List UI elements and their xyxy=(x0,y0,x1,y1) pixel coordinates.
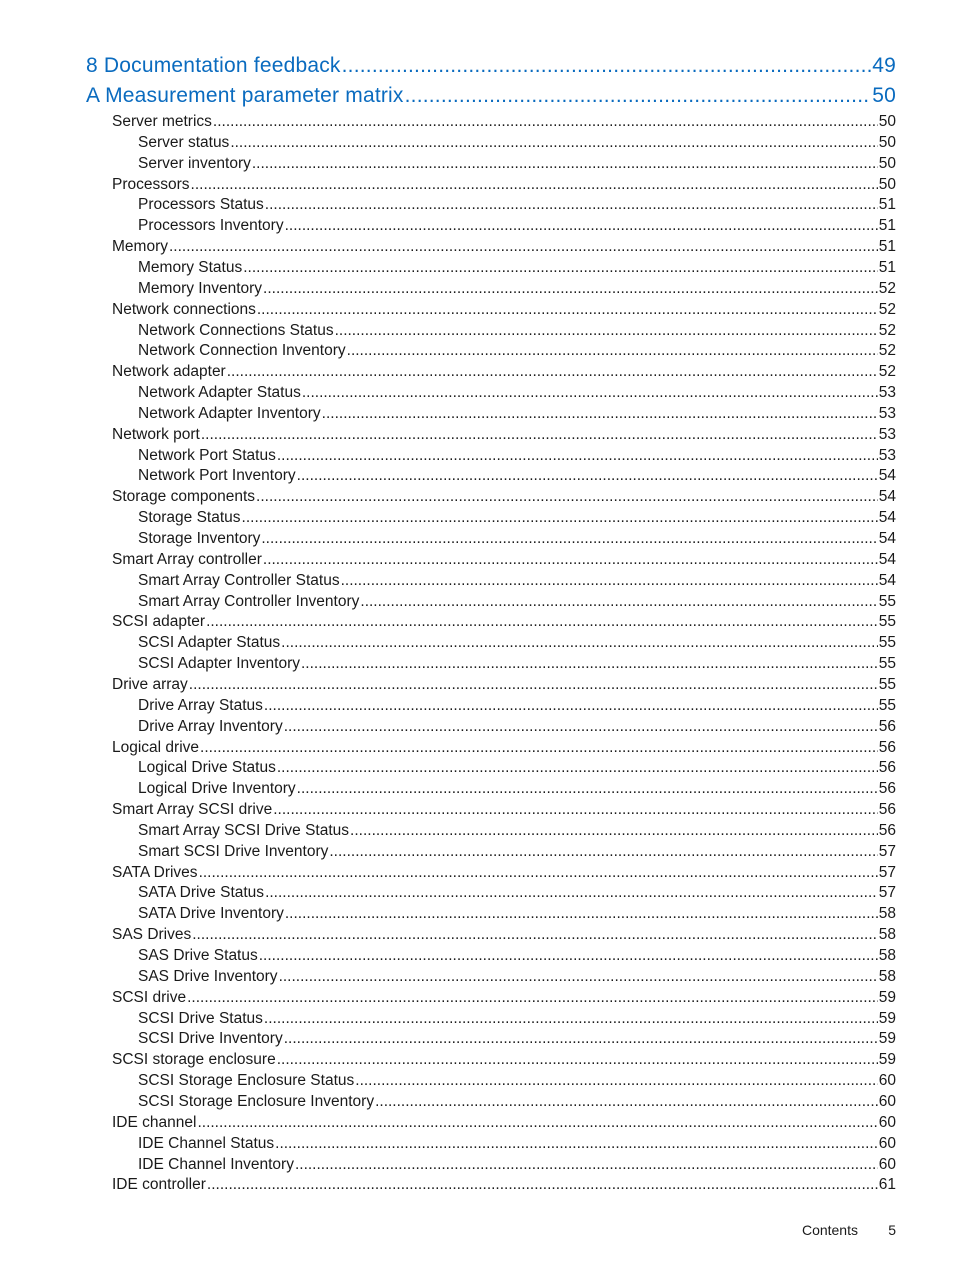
dot-leader xyxy=(285,905,878,923)
toc-entry-label: Network Connections Status xyxy=(138,321,334,339)
toc-section-entry[interactable] xyxy=(112,864,896,882)
toc-entry-label: IDE Channel Status xyxy=(138,1134,275,1152)
toc-subsection-entry[interactable] xyxy=(138,1072,896,1090)
toc-page-number: 52 xyxy=(878,363,896,381)
toc-page-number: 61 xyxy=(878,1176,896,1194)
toc-subsection-entry[interactable] xyxy=(138,467,896,485)
toc-subsection-entry[interactable] xyxy=(138,447,896,465)
toc-entry-label: Storage Inventory xyxy=(138,530,261,547)
toc-entry-label: Smart Array controller xyxy=(112,550,262,568)
toc-page-number: 58 xyxy=(878,926,896,944)
dot-leader xyxy=(189,676,878,694)
toc-page-number: 53 xyxy=(878,384,896,402)
toc-page-number: 52 xyxy=(878,300,896,318)
toc-section-entry[interactable] xyxy=(112,613,896,631)
dot-leader xyxy=(201,426,878,444)
toc-entry-label: SCSI adapter xyxy=(112,613,206,631)
toc-entry-label: Smart Array SCSI Drive Status xyxy=(138,821,350,839)
dot-leader xyxy=(230,134,877,152)
toc-entry-label: SATA Drive Inventory xyxy=(138,905,284,923)
toc-page-number: 53 xyxy=(878,425,896,443)
toc-entry-label: Server metrics xyxy=(112,113,212,130)
toc-entry-label: Server status xyxy=(138,133,230,151)
toc-section-entry[interactable] xyxy=(112,238,896,256)
toc-section-entry[interactable] xyxy=(112,363,896,381)
toc-subsection-entry[interactable] xyxy=(138,280,896,298)
dot-leader xyxy=(335,322,878,340)
toc-entry-label: Logical Drive Status xyxy=(138,759,276,777)
dot-leader xyxy=(265,196,878,214)
toc-entry-label: SAS Drive Inventory xyxy=(138,967,278,985)
dot-leader xyxy=(257,301,878,319)
toc-page-number: 55 xyxy=(878,696,896,714)
dot-leader xyxy=(264,697,878,715)
toc-subsection-entry[interactable] xyxy=(138,217,896,235)
toc-subsection-entry[interactable] xyxy=(138,905,896,923)
toc-page-number: 50 xyxy=(878,154,896,172)
toc-subsection-entry[interactable] xyxy=(138,155,896,173)
dot-leader xyxy=(263,280,878,298)
toc-entry-label: SCSI Storage Enclosure Status xyxy=(138,1072,355,1090)
toc-entry-label: Network adapter xyxy=(112,363,226,381)
toc-page-number: 57 xyxy=(878,884,896,902)
toc-section-entry[interactable] xyxy=(112,676,896,694)
toc-page-number: 60 xyxy=(878,1134,896,1152)
toc-page-number: 60 xyxy=(878,1072,896,1090)
dot-leader xyxy=(199,864,878,882)
dot-leader xyxy=(284,718,878,736)
toc-entry-label: Network Adapter Status xyxy=(138,384,301,402)
toc-entry-label: Memory Status xyxy=(138,258,243,276)
dot-leader xyxy=(264,1010,878,1028)
toc-subsection-entry[interactable] xyxy=(138,1156,896,1174)
dot-leader xyxy=(342,54,872,78)
toc-subsection-entry[interactable] xyxy=(138,196,896,214)
toc-page-number: 52 xyxy=(878,342,896,360)
toc-page-number: 56 xyxy=(878,738,896,756)
toc-page-number: 50 xyxy=(878,175,896,193)
dot-leader xyxy=(277,447,878,465)
toc-page-number: 57 xyxy=(878,842,896,860)
toc-section-entry[interactable] xyxy=(112,1114,896,1132)
toc-entry-label: SCSI Storage Enclosure Inventory xyxy=(138,1092,375,1110)
toc-section-entry[interactable] xyxy=(112,113,896,131)
toc-entry-label: SCSI drive xyxy=(112,988,187,1006)
dot-leader xyxy=(284,1030,878,1048)
toc-entry-label: IDE Channel Inventory xyxy=(138,1155,294,1173)
footer-page-number: 5 xyxy=(888,1222,896,1238)
toc-entry-label: Smart SCSI Drive Inventory xyxy=(138,842,329,860)
footer-label: Contents xyxy=(801,1222,858,1238)
toc-subsection-entry[interactable] xyxy=(138,593,896,611)
toc-subsection-entry[interactable] xyxy=(138,759,896,777)
toc-subsection-entry[interactable] xyxy=(138,718,896,736)
toc-entry-label: SATA Drives xyxy=(112,863,198,881)
toc-subsection-entry[interactable] xyxy=(138,634,896,652)
toc-section-entry[interactable] xyxy=(112,551,896,569)
toc-page-number: 49 xyxy=(872,54,896,77)
toc-subsection-entry[interactable] xyxy=(138,342,896,360)
toc-entry-label: Drive Array Status xyxy=(138,696,263,714)
toc-chapter-documentation-feedback[interactable] xyxy=(86,54,896,78)
toc-entry-label: SCSI Drive Inventory xyxy=(138,1030,283,1048)
dot-leader xyxy=(297,780,878,798)
toc-subsection-entry[interactable] xyxy=(138,968,896,986)
toc-section-entry[interactable] xyxy=(112,926,896,944)
toc-page-number: 55 xyxy=(878,592,896,610)
toc-page-number: 54 xyxy=(878,488,896,506)
toc-subsection-entry[interactable] xyxy=(138,947,896,965)
dot-leader xyxy=(252,155,878,173)
toc-subsection-entry[interactable] xyxy=(138,1010,896,1028)
toc-entry-label: Smart Array Controller Status xyxy=(138,571,340,589)
toc-entry-label: SAS Drive Status xyxy=(138,947,258,964)
toc-entry-label: Network port xyxy=(112,425,200,443)
toc-entry-label: Logical drive xyxy=(112,738,200,756)
dot-leader xyxy=(243,259,878,277)
toc-subsection-entry[interactable] xyxy=(138,780,896,798)
toc-entry-label: SCSI Drive Status xyxy=(138,1009,263,1027)
dot-leader xyxy=(206,613,878,631)
dot-leader xyxy=(213,113,878,131)
toc-page-number: 51 xyxy=(878,238,896,256)
dot-leader xyxy=(265,884,878,902)
toc-page-number: 59 xyxy=(878,988,896,1006)
toc-page-number: 60 xyxy=(878,1113,896,1131)
dot-leader xyxy=(347,342,878,360)
toc-entry-label: IDE controller xyxy=(112,1176,206,1194)
toc-entry-label: Memory xyxy=(112,238,168,256)
toc-entry-label: IDE channel xyxy=(112,1113,197,1131)
dot-leader xyxy=(355,1072,877,1090)
dot-leader xyxy=(277,759,878,777)
toc-section-entry[interactable] xyxy=(112,176,896,194)
toc-entry-label: SCSI Adapter Status xyxy=(138,634,281,652)
toc-page-number: 54 xyxy=(878,509,896,527)
dot-leader xyxy=(169,238,878,256)
dot-leader xyxy=(187,989,878,1007)
toc-section-entry[interactable] xyxy=(112,488,896,506)
toc-subsection-entry[interactable] xyxy=(138,509,896,527)
toc-subsection-entry[interactable] xyxy=(138,1135,896,1153)
toc-page-number: 58 xyxy=(878,905,896,923)
toc-subsection-entry[interactable] xyxy=(138,1093,896,1111)
dot-leader xyxy=(259,947,878,965)
toc-entry-label: Processors Status xyxy=(138,196,264,214)
dot-leader xyxy=(263,551,878,569)
toc-entry-label: Drive Array Inventory xyxy=(138,717,283,735)
toc-subsection-entry[interactable] xyxy=(138,405,896,423)
toc-page-number: 60 xyxy=(878,1155,896,1173)
toc-page-number: 54 xyxy=(878,530,896,547)
toc-subsection-entry[interactable] xyxy=(138,697,896,715)
dot-leader xyxy=(329,843,877,861)
toc-page-number: 55 xyxy=(878,655,896,673)
toc-entry-label: Memory Inventory xyxy=(138,279,263,297)
toc-subsection-entry[interactable] xyxy=(138,1030,896,1048)
dot-leader xyxy=(350,822,878,840)
toc-page-number: 56 xyxy=(878,780,896,798)
toc-entry-label: SCSI storage enclosure xyxy=(112,1051,276,1069)
dot-leader xyxy=(360,593,877,611)
toc-entry-label: Drive array xyxy=(112,675,188,693)
toc-page-number: 59 xyxy=(878,1051,896,1069)
toc-page-number: 58 xyxy=(878,967,896,985)
toc-chapter-label: A Measurement parameter matrix xyxy=(86,84,404,107)
dot-leader xyxy=(279,968,878,986)
toc-subsection-entry[interactable] xyxy=(138,259,896,277)
toc-section-entry[interactable] xyxy=(112,1176,896,1194)
toc-entry-label: SATA Drive Status xyxy=(138,884,265,902)
dot-leader xyxy=(375,1093,878,1111)
toc-entry-label: Network connections xyxy=(112,300,256,318)
dot-leader xyxy=(322,405,878,423)
dot-leader xyxy=(295,1156,878,1174)
dot-leader xyxy=(256,488,878,506)
dot-leader xyxy=(297,467,878,485)
dot-leader xyxy=(301,655,878,673)
toc-page-number: 59 xyxy=(878,1009,896,1027)
toc-page-number: 52 xyxy=(878,321,896,339)
toc-entry-label: Processors Inventory xyxy=(138,217,284,235)
dot-leader xyxy=(341,572,878,590)
dot-leader xyxy=(285,217,878,235)
toc-page-number: 58 xyxy=(878,947,896,964)
toc-subsection-entry[interactable] xyxy=(138,843,896,861)
toc-entry-label: Network Port Status xyxy=(138,446,276,464)
toc-page-number: 56 xyxy=(878,717,896,735)
toc-subsection-entry[interactable] xyxy=(138,530,896,548)
dot-leader xyxy=(405,84,872,108)
toc-subsection-entry[interactable] xyxy=(138,572,896,590)
toc-entry-label: Network Adapter Inventory xyxy=(138,404,321,422)
toc-entry-label: Smart Array SCSI drive xyxy=(112,801,273,819)
dot-leader xyxy=(273,801,878,819)
toc-section-entry[interactable] xyxy=(112,801,896,819)
toc-page-number: 50 xyxy=(878,133,896,151)
toc-subsection-entry[interactable] xyxy=(138,384,896,402)
toc-page-number: 53 xyxy=(878,446,896,464)
toc-subsection-entry[interactable] xyxy=(138,884,896,902)
dot-leader xyxy=(192,926,878,944)
toc-chapter-label: 8 Documentation feedback xyxy=(86,54,341,77)
dot-leader xyxy=(281,634,878,652)
toc-section-entry[interactable] xyxy=(112,301,896,319)
toc-page-number: 51 xyxy=(878,196,896,214)
toc-subsection-entry[interactable] xyxy=(138,134,896,152)
toc-page-number: 52 xyxy=(878,279,896,297)
toc-page-number: 54 xyxy=(878,550,896,568)
toc-entry-label: Storage Status xyxy=(138,509,241,527)
toc-entry-label: Storage components xyxy=(112,488,256,506)
toc-subsection-entry[interactable] xyxy=(138,655,896,673)
toc-page-number: 55 xyxy=(878,634,896,652)
dot-leader xyxy=(191,176,878,194)
dot-leader xyxy=(275,1135,878,1153)
dot-leader xyxy=(242,509,878,527)
dot-leader xyxy=(200,739,878,757)
dot-leader xyxy=(197,1114,877,1132)
toc-page-number: 59 xyxy=(878,1030,896,1048)
toc-entry-label: Server inventory xyxy=(138,154,251,172)
toc-subsection-entry[interactable] xyxy=(138,822,896,840)
toc-entry-label: Network Connection Inventory xyxy=(138,342,346,360)
toc-entry-label: Logical Drive Inventory xyxy=(138,780,296,798)
toc-page-number: 56 xyxy=(878,759,896,777)
toc-page-number: 55 xyxy=(878,613,896,631)
toc-page-number: 57 xyxy=(878,863,896,881)
toc-section-entry[interactable] xyxy=(112,739,896,757)
toc-entry-label: SAS Drives xyxy=(112,926,192,944)
toc-entry-label: Network Port Inventory xyxy=(138,467,296,485)
toc-page-number: 56 xyxy=(878,821,896,839)
toc-entry-label: SCSI Adapter Inventory xyxy=(138,655,300,673)
toc-page-number: 54 xyxy=(878,467,896,485)
dot-leader xyxy=(302,384,878,402)
toc-page-number: 55 xyxy=(878,675,896,693)
toc-page-number: 51 xyxy=(878,217,896,235)
toc-section-entry[interactable] xyxy=(112,426,896,444)
toc-page-number: 51 xyxy=(878,258,896,276)
toc-page-number: 54 xyxy=(878,571,896,589)
toc-page-number: 53 xyxy=(878,404,896,422)
toc-page-number: 50 xyxy=(872,84,896,107)
dot-leader xyxy=(277,1051,878,1069)
toc-page-number: 56 xyxy=(878,801,896,819)
toc-subsection-entry[interactable] xyxy=(138,322,896,340)
toc-section-entry[interactable] xyxy=(112,1051,896,1069)
toc-page-number: 60 xyxy=(878,1092,896,1110)
dot-leader xyxy=(227,363,878,381)
dot-leader xyxy=(261,530,877,548)
toc-entry-label: Smart Array Controller Inventory xyxy=(138,592,360,610)
toc-entry-label: Processors xyxy=(112,175,190,193)
toc-section-entry[interactable] xyxy=(112,989,896,1007)
dot-leader xyxy=(207,1176,878,1194)
toc-page-number: 50 xyxy=(878,113,896,130)
toc-chapter-measurement-parameter-matrix[interactable] xyxy=(86,84,896,108)
